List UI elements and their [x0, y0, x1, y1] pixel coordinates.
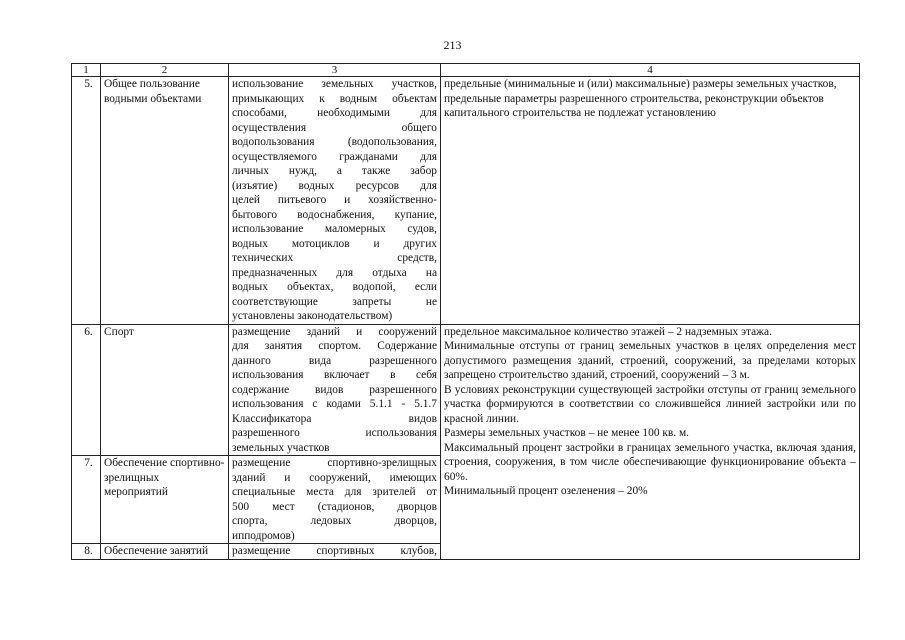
- parameter-paragraph: Размеры земельных участков – не менее 100 кв. м.: [444, 427, 690, 439]
- description-line: спорта, ледовых дворцов,: [232, 515, 437, 527]
- description-line: использования включает в себя: [232, 369, 437, 381]
- use-type-name: Обеспечение занятий: [101, 544, 229, 560]
- description-line: (изъятие) водных ресурсов для: [232, 179, 437, 192]
- description-line: данного вида разрешенного: [232, 354, 437, 367]
- parameters-cell: [441, 77, 860, 325]
- description-line: технических средств,: [232, 252, 437, 264]
- table-row: [72, 324, 860, 456]
- description-line: размещение зданий и сооружений: [232, 325, 437, 338]
- row-number: 5.: [72, 77, 101, 325]
- description-line: бытового водоснабжения, купание,: [232, 208, 437, 221]
- description-line: водных мотоциклов и других: [232, 237, 437, 250]
- header-cell-2: 2: [101, 64, 229, 77]
- description-line: использование маломерных судов,: [232, 223, 437, 235]
- description-line: осуществления общего: [232, 121, 437, 134]
- description-line: использование земельных участков,: [232, 78, 437, 90]
- regulations-table: [71, 63, 860, 560]
- description-line: земельных участков: [232, 441, 330, 454]
- header-cell-1: 1: [72, 64, 101, 77]
- row-number: 8.: [72, 544, 101, 560]
- description-line: осуществляемого гражданами для: [232, 150, 437, 163]
- parameters-cell-merged: [441, 324, 860, 559]
- parameter-paragraph: Минимальный процент озеленения – 20%: [444, 485, 648, 497]
- parameters-text: предельные (минимальные и (или) максимальные) размеры земельных участков, предельные параметры разрешенного строительства, реконструкции объектов капитального строительства не подлежат установлению: [444, 78, 837, 119]
- description-line: размещение спортивно-зрелищных: [232, 457, 437, 469]
- header-cell-4: 4: [441, 64, 860, 77]
- description-line: водных объектах, водопой, если: [232, 281, 437, 293]
- page-number: 213: [443, 38, 462, 52]
- use-type-description: [229, 544, 441, 560]
- description-line: ипподромов): [232, 529, 295, 542]
- description-line: установлены законодательством): [232, 310, 393, 322]
- parameter-paragraph: Максимальный процент застройки в границах земельного участка, включая здания, строения, сооружения, в том числе обеспечивающие функционирование объекта – 60%.: [444, 441, 856, 483]
- use-type-description: [229, 77, 441, 325]
- description-line: водопользования (водопользования,: [232, 136, 437, 148]
- description-line: 500 мест (стадионов, дворцов: [232, 500, 437, 513]
- use-type-name: Обеспечение спортивно-зрелищных мероприятий: [101, 456, 229, 544]
- parameter-paragraph: Минимальные отступы от границ земельных участков в целях определения мест допустимого размещения зданий, строений, сооружений, за пределами которых запрещено строительство зданий, строений, сооружений – 3 м.: [444, 340, 856, 381]
- description-line: специальные места для зрителей от: [232, 486, 437, 498]
- description-line: содержание видов разрешенного: [232, 383, 437, 396]
- description-line: зданий и сооружений, имеющих: [232, 471, 437, 484]
- description-line: соответствующие запреты не: [232, 295, 437, 308]
- table-row: [72, 77, 860, 325]
- description-line: личных нужд, а также забор: [232, 165, 437, 177]
- description-line: использования с кодами 5.1.1 - 5.1.7: [232, 398, 437, 410]
- description-line: примыкающих к водным объектам: [232, 92, 437, 105]
- header-cell-3: 3: [229, 64, 441, 77]
- header-row: [72, 64, 860, 77]
- row-number: 6.: [72, 324, 101, 456]
- use-type-name: Спорт: [101, 324, 229, 456]
- description-line: для занятия спортом. Содержание: [232, 340, 437, 352]
- row-number: 7.: [72, 456, 101, 544]
- use-type-name: Общее пользование водными объектами: [101, 77, 229, 325]
- parameter-paragraph: В условиях реконструкции существующей застройки отступы от границ земельного участка формируются в соответствии со сложившейся линией застройки или по красной линии.: [444, 383, 856, 425]
- description-line: способами, необходимыми для: [232, 107, 437, 119]
- description-line: предназначенных для отдыха на: [232, 266, 437, 279]
- use-type-description: [229, 324, 441, 456]
- parameter-paragraph: предельное максимальное количество этажей – 2 надземных этажа.: [444, 325, 772, 338]
- description-line: размещение спортивных клубов,: [232, 545, 437, 557]
- description-line: Классификатора видов: [232, 412, 437, 425]
- use-type-description: [229, 456, 441, 544]
- description-line: целей питьевого и хозяйственно-: [232, 194, 437, 206]
- description-line: разрешенного использования: [232, 427, 437, 439]
